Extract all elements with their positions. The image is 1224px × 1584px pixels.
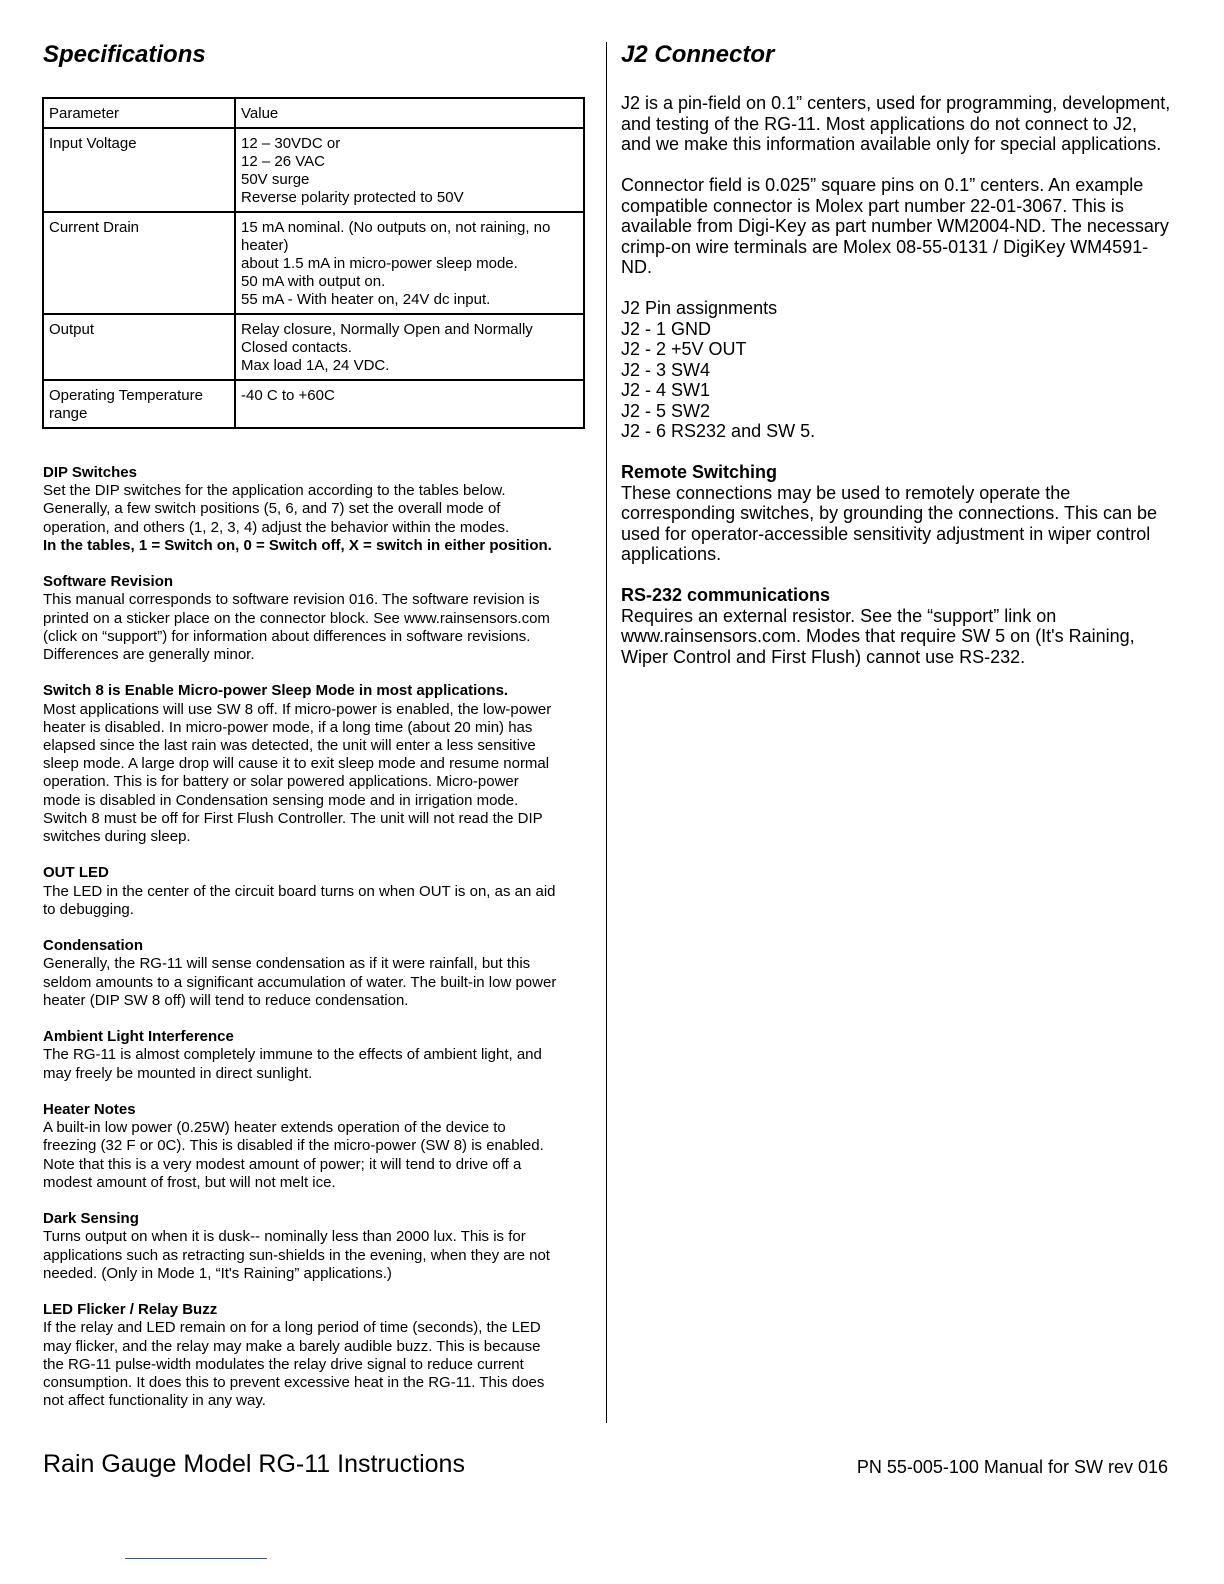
section-heading: DIP Switches (43, 464, 137, 481)
footer-document-title: Rain Gauge Model RG-11 Instructions (43, 1450, 465, 1478)
table-header-parameter: Parameter (43, 98, 235, 128)
table-cell-value: Relay closure, Normally Open and Normally Closed contacts. Max load 1A, 24 VDC. (235, 314, 584, 380)
section-ambient-light (43, 1028, 595, 1083)
section-heater-notes (43, 1101, 595, 1192)
table-row (43, 128, 584, 212)
section-heading: LED Flicker / Relay Buzz (43, 1301, 218, 1319)
section-heading: Switch 8 is Enable Micro-power Sleep Mode in most applications. (43, 682, 509, 700)
connector-field-paragraph: Connector field is 0.025” square pins on 0.1” centers. An example compatible connector is Molex part number 22-01-3067. This is available from Digi-Key as part number WM2004-ND. The necessary crimp-on wire terminals are Molex 08-55-0131 / DigiKey WM4591- ND. (621, 175, 1169, 277)
table-row (43, 314, 584, 380)
section-heading: Heater Notes (43, 1101, 136, 1119)
section-text: A built-in low power (0.25W) heater extends operation of the device to freezing (32 F or 0C). This is disabled if the micro-power (SW 8) is enabled. Note that this is a very modest amount of power; it will tend to drive off a modest amount of frost, but will not melt ice. (43, 1119, 544, 1191)
section-text: Requires an external resistor. See the “support” link on www.rainsensors.com. Modes that require SW 5 on (It's Raining, Wiper Control and First Flush) cannot use RS-232. (621, 605, 1135, 667)
section-text: Turns output on when it is dusk-- nominally less than 2000 lux. This is for applications such as retracting sun-shields in the evening, when they are not needed. (Only in Mode 1, “It's Raining” applications.) (43, 1228, 550, 1282)
section-switch-8 (43, 682, 595, 846)
table-cell-parameter: Output (43, 314, 235, 380)
bottom-link-underline (125, 1558, 267, 1559)
table-cell-parameter: Operating Temperature range (43, 380, 235, 428)
j2-connector-title: J2 Connector (621, 41, 775, 68)
section-software-revision (43, 573, 595, 664)
section-heading: Remote Switching (621, 462, 778, 482)
pin-item: J2 - 2 +5V OUT (621, 339, 747, 359)
right-column-body (621, 93, 1181, 688)
table-cell-value: 15 mA nominal. (No outputs on, not raining, no heater) about 1.5 mA in micro-power sleep mode. 50 mA with output on. 55 mA - With heater on, 24V dc input. (235, 212, 584, 314)
pin-item: J2 - 1 GND (621, 318, 712, 339)
section-text: Most applications will use SW 8 off. If micro-power is enabled, the low-power heater is disabled. In micro-power mode, if a long time (about 20 min) has elapsed since the last rain was detected, the unit will enter a less sensitive sleep mode. A large drop will cause it to exit sleep mode and resume normal operation. This is for battery or solar powered applications. Micro-power mode is disabled in Condensation sensing mode and in irrigation mode. Switch 8 must be off for First Flush Controller. The unit will not read the DIP switches during sleep. (43, 700, 552, 846)
table-cell-parameter: Current Drain (43, 212, 235, 314)
table-row (43, 212, 584, 314)
table-row (43, 380, 584, 428)
section-text: The LED in the center of the circuit board turns on when OUT is on, as an aid to debugging. (43, 882, 556, 918)
table-cell-value: -40 C to +60C (235, 380, 584, 428)
pin-item: J2 - 6 RS232 and SW 5. (621, 421, 816, 441)
footer-part-number: PN 55-005-100 Manual for SW rev 016 (856, 1457, 1168, 1477)
section-bold-note: In the tables, 1 = Switch on, 0 = Switch off, X = switch in either position. (43, 536, 552, 554)
section-condensation (43, 937, 595, 1010)
section-heading: RS-232 communications (621, 585, 831, 605)
section-heading: Condensation (43, 937, 143, 955)
pin-item: J2 - 3 SW4 (621, 359, 711, 380)
section-led-flicker (43, 1301, 595, 1410)
section-text: Generally, the RG-11 will sense condensation as if it were rainfall, but this seldom amounts to a significant accumulation of water. The built-in low power heater (DIP SW 8 off) will tend to reduce condensation. (43, 955, 557, 1009)
section-heading: Dark Sensing (43, 1210, 139, 1228)
specifications-table (42, 97, 585, 429)
section-text: These connections may be used to remotely operate the corresponding switches, by grounding the connections. This can be used for operator-accessible sensitivity adjustment in wiper control applications. (621, 482, 1157, 564)
section-dark-sensing (43, 1210, 595, 1283)
pin-assignments-heading: J2 Pin assignments (621, 298, 778, 318)
left-column-body (43, 464, 595, 1429)
section-out-led (43, 864, 595, 919)
section-text: The RG-11 is almost completely immune to the effects of ambient light, and may freely be mounted in direct sunlight. (43, 1046, 542, 1082)
table-cell-value: 12 – 30VDC or 12 – 26 VAC 50V surge Reverse polarity protected to 50V (235, 128, 584, 212)
specifications-title: Specifications (43, 41, 206, 68)
pin-item: J2 - 5 SW2 (621, 400, 711, 421)
section-rs232 (621, 585, 1181, 667)
column-divider (606, 42, 607, 1423)
table-cell-parameter: Input Voltage (43, 128, 235, 212)
table-header-row (43, 98, 584, 128)
section-heading: Ambient Light Interference (43, 1028, 234, 1046)
pin-assignments (621, 298, 1181, 442)
section-text: This manual corresponds to software revision 016. The software revision is printed on a sticker place on the connector block. See www.rainsensors.com (click on “support”) for information about differences in software revisions. Differences are generally minor. (43, 591, 550, 664)
pin-item: J2 - 4 SW1 (621, 380, 711, 400)
section-heading: OUT LED (43, 864, 109, 882)
section-text: Set the DIP switches for the application according to the tables below. Generally, a few switch positions (5, 6, and 7) set the overall mode of operation, and others (1, 2, 3, 4) adjust the behavior within the modes. (43, 482, 510, 536)
section-heading: Software Revision (43, 573, 174, 591)
section-dip-switches (43, 464, 595, 555)
j2-intro-paragraph: J2 is a pin-field on 0.1” centers, used for programming, development, and testing of the RG-11. Most applications do not connect to J2, and we make this information available only for special applications. (621, 93, 1171, 154)
section-remote-switching (621, 462, 1181, 565)
table-header-value: Value (235, 98, 584, 128)
section-text: If the relay and LED remain on for a long period of time (seconds), the LED may flicker, and the relay may make a barely audible buzz. This is because the RG-11 pulse-width modulates the relay drive signal to reduce current consumption. It does this to prevent excessive heat in the RG-11. This does not affect functionality in any way. (43, 1319, 545, 1410)
